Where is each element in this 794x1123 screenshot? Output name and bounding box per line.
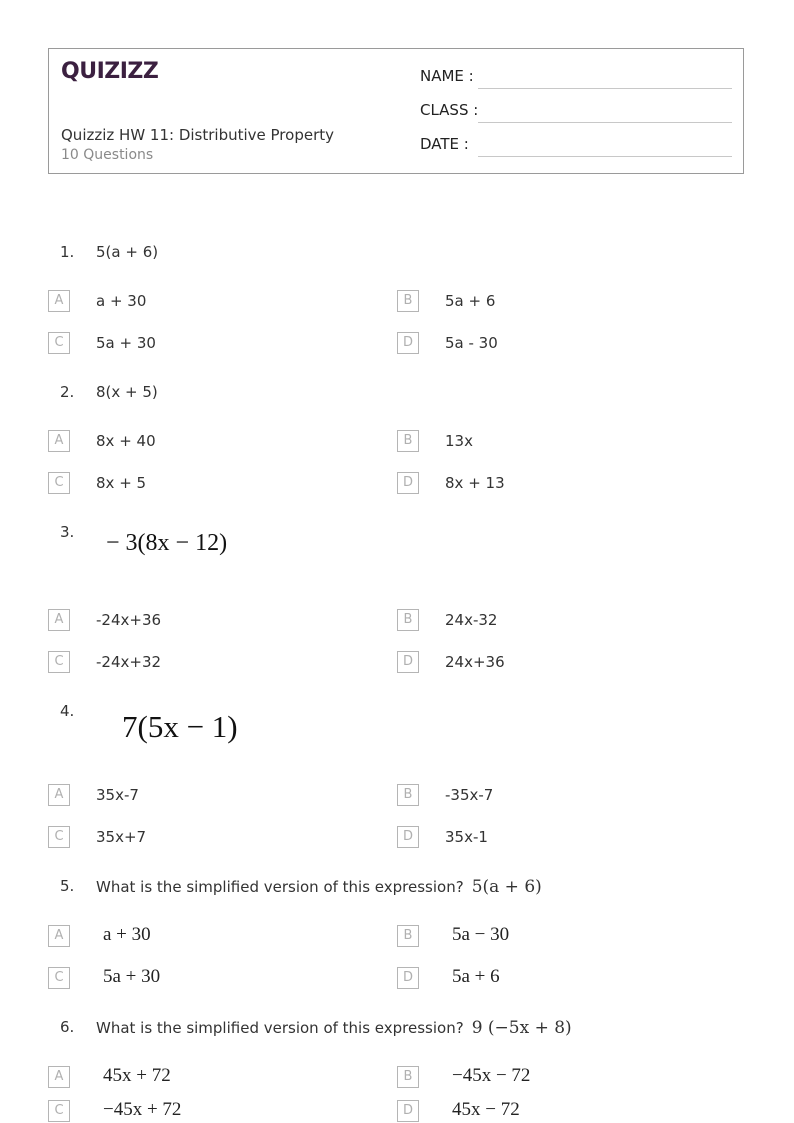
name-field[interactable] [420,67,732,91]
question-number: 6. [60,1018,75,1036]
quizizz-logo: QUIZIZZ [61,59,159,84]
option-box-a[interactable]: A [48,290,70,312]
option-box-c[interactable]: C [48,651,70,673]
option-text-d: 45x − 72 [452,1099,520,1120]
option-text-c: 35x+7 [96,828,147,846]
option-box-b[interactable]: B [397,784,419,806]
option-text-a: 45x + 72 [103,1065,171,1086]
class-label: CLASS : [420,101,479,119]
worksheet-header [48,48,744,174]
option-box-d[interactable]: D [397,472,419,494]
option-box-d[interactable]: D [397,332,419,354]
option-text-d: 5a + 6 [452,966,500,987]
question-number: 4. [60,702,75,720]
question-text: 8(x + 5) [96,383,158,401]
option-text-c: −45x + 72 [103,1099,182,1120]
option-box-c[interactable]: C [48,1100,70,1122]
option-text-a: a + 30 [96,292,147,310]
question-count: 10 Questions [61,147,154,163]
option-text-a: 35x-7 [96,786,139,804]
option-box-b[interactable]: B [397,1066,419,1088]
option-text-c: -24x+32 [96,653,162,671]
option-text-d: 5a - 30 [445,334,498,352]
option-box-c[interactable]: C [48,967,70,989]
worksheet-title: Quizziz HW 11: Distributive Property [61,126,334,144]
question-text: 5(a + 6) [96,243,159,261]
question-row [96,1018,572,1038]
question-text: What is the simplified version of this expression? [96,878,464,896]
question-text: What is the simplified version of this expression? [96,1019,464,1037]
date-line[interactable] [478,156,732,157]
question-math: 5(a + 6) [471,877,542,897]
option-box-a[interactable]: A [48,784,70,806]
class-field[interactable] [420,101,732,125]
option-box-d[interactable]: D [397,651,419,673]
option-box-b[interactable]: B [397,609,419,631]
name-line[interactable] [478,88,732,89]
option-box-b[interactable]: B [397,430,419,452]
option-box-d[interactable]: D [397,826,419,848]
question-math-image: − 3(8x − 12) [106,530,228,556]
option-text-c: 5a + 30 [96,334,156,352]
option-text-a: a + 30 [103,924,151,945]
option-text-b: −45x − 72 [452,1065,531,1086]
option-box-d[interactable]: D [397,1100,419,1122]
option-box-b[interactable]: B [397,925,419,947]
date-label: DATE : [420,135,469,153]
date-field[interactable] [420,135,732,159]
option-text-d: 8x + 13 [445,474,505,492]
option-text-c: 5a + 30 [103,966,161,987]
option-box-c[interactable]: C [48,472,70,494]
option-box-b[interactable]: B [397,290,419,312]
option-text-b: 13x [445,432,473,450]
question-number: 5. [60,877,75,895]
question-number: 2. [60,383,75,401]
option-box-c[interactable]: C [48,826,70,848]
option-box-d[interactable]: D [397,967,419,989]
question-number: 3. [60,523,75,541]
name-label: NAME : [420,67,474,85]
option-text-b: 24x-32 [445,611,498,629]
question-math-image: 7(5x − 1) [122,709,238,744]
class-line[interactable] [478,122,732,123]
option-text-a: -24x+36 [96,611,162,629]
option-box-c[interactable]: C [48,332,70,354]
option-text-b: -35x-7 [445,786,494,804]
option-text-d: 35x-1 [445,828,488,846]
question-row [96,877,542,897]
question-number: 1. [60,243,75,261]
option-text-c: 8x + 5 [96,474,147,492]
option-text-b: 5a + 6 [445,292,496,310]
option-text-a: 8x + 40 [96,432,156,450]
option-box-a[interactable]: A [48,1066,70,1088]
option-box-a[interactable]: A [48,925,70,947]
option-text-d: 24x+36 [445,653,505,671]
option-box-a[interactable]: A [48,430,70,452]
question-math: 9 (−5x + 8) [471,1018,572,1038]
option-text-b: 5a − 30 [452,924,510,945]
option-box-a[interactable]: A [48,609,70,631]
